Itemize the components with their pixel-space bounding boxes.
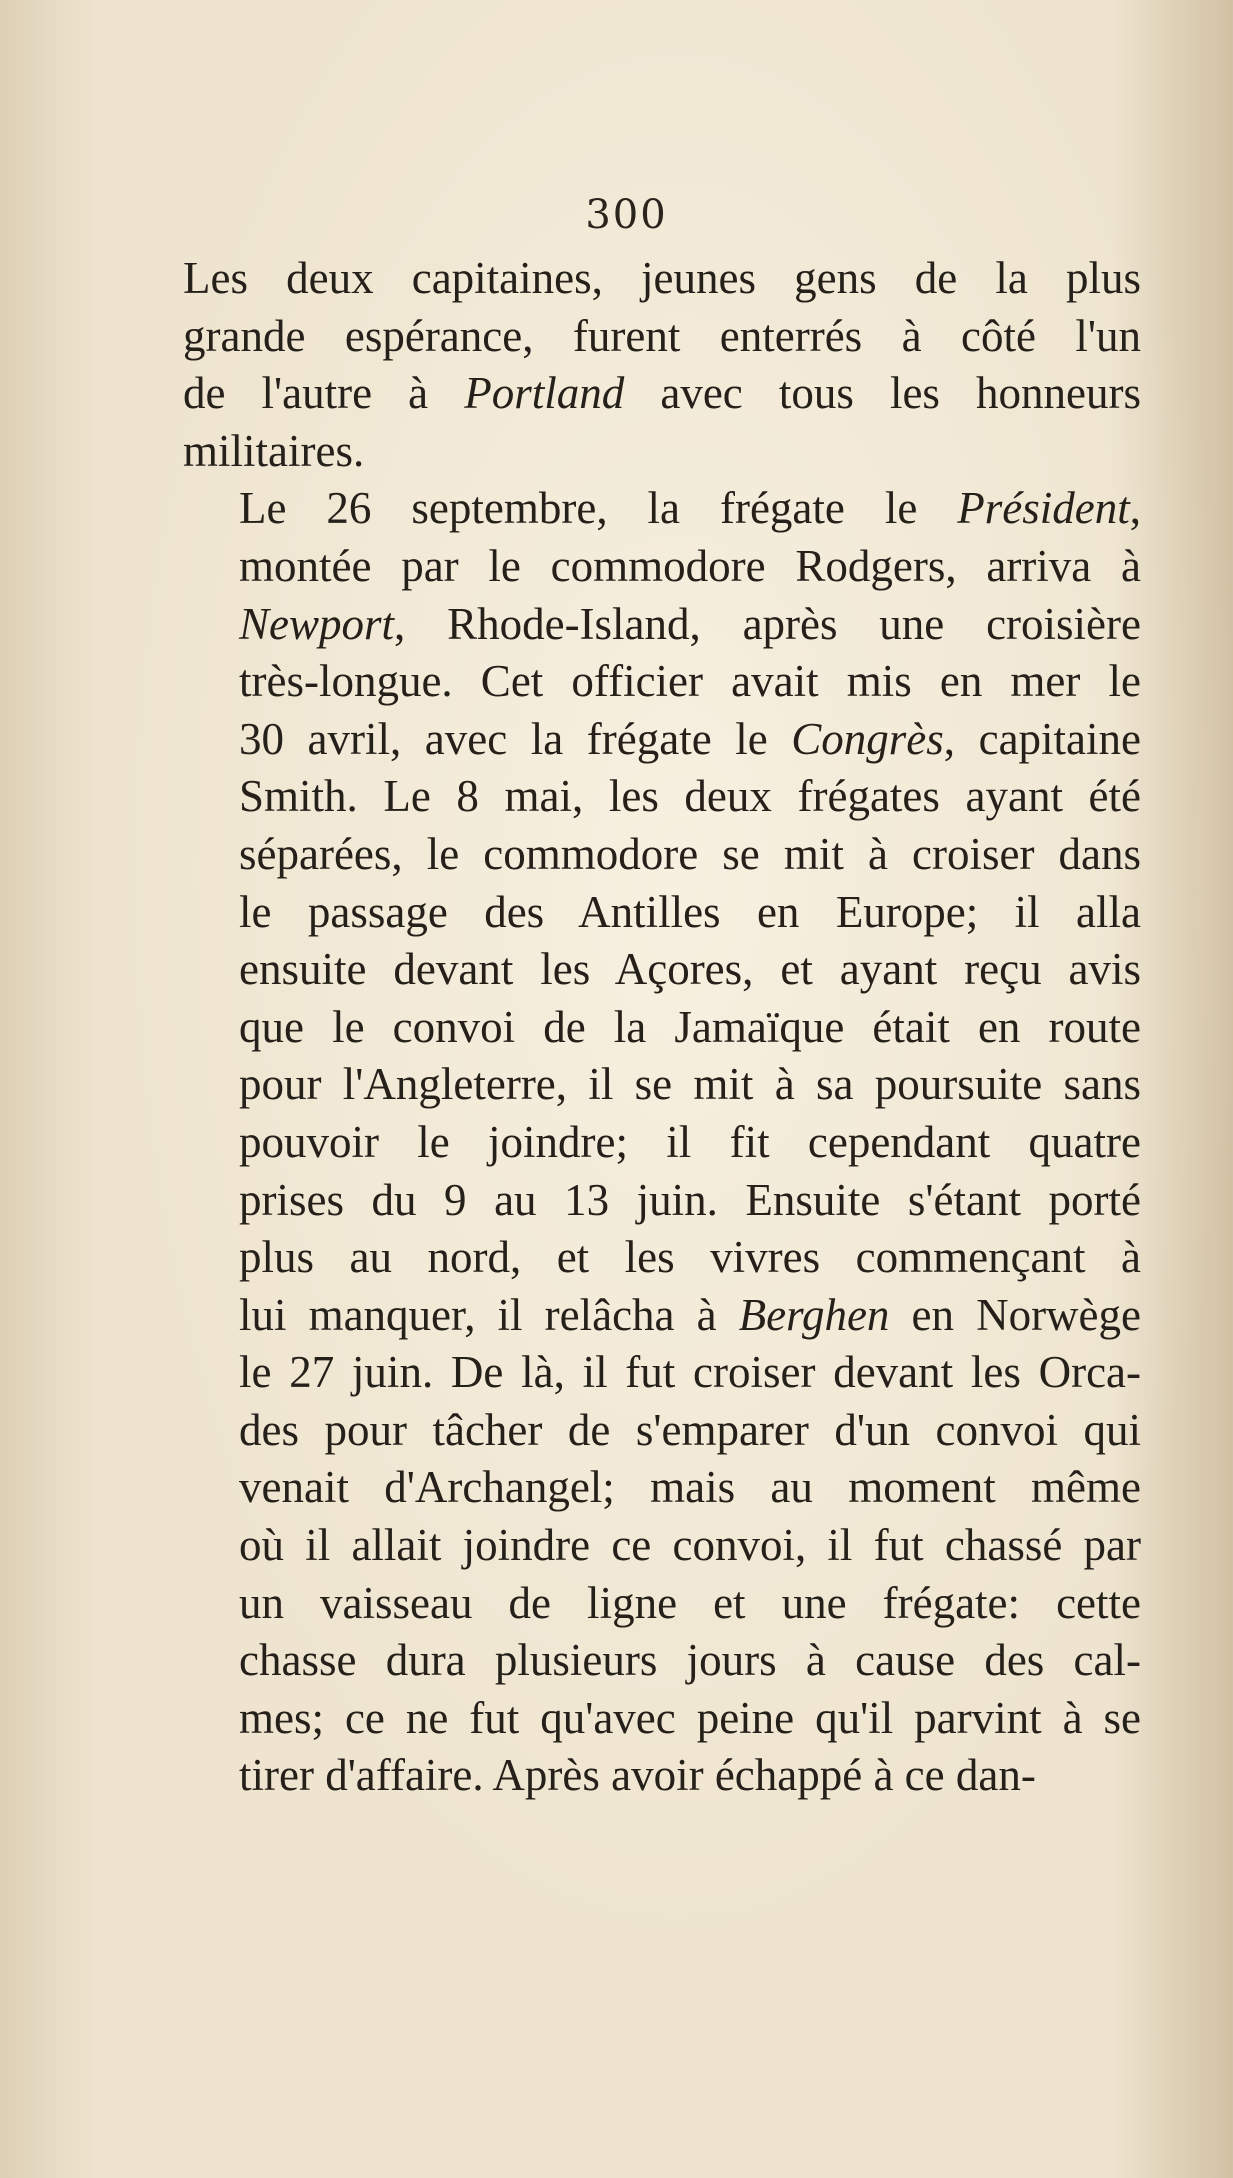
text-line: militaires. [183, 425, 365, 476]
text-line: montée par le commodore Rodgers, arriva à [239, 540, 1141, 591]
paragraph [183, 250, 1141, 480]
text-line: ensuite devant les Açores, et ayant reçu avis [239, 944, 1141, 995]
text-line: venait d'Archangel; mais au moment même [239, 1462, 1141, 1513]
text-line: un vaisseau de ligne et une frégate: cette [239, 1577, 1141, 1628]
page-number: 300 [585, 192, 668, 238]
text-line: le passage des Antilles en Europe; il alla [239, 886, 1141, 937]
text-line: mes; ce ne fut qu'avec peine qu'il parvint à se [239, 1692, 1141, 1743]
text-line: pour l'Angleterre, il se mit à sa poursuite sans [239, 1059, 1141, 1110]
text-line: que le convoi de la Jamaïque était en route [239, 1001, 1141, 1052]
text-line: Le 26 septembre, la frégate le Président, [239, 483, 1141, 534]
text-line: de l'autre à Portland avec tous les honneurs [183, 368, 1141, 419]
text-line: Les deux capitaines, jeunes gens de la plus [183, 253, 1141, 303]
text-line: Smith. Le 8 mai, les deux frégates ayant été [239, 771, 1141, 822]
text-line: prises du 9 au 13 juin. Ensuite s'étant porté [239, 1174, 1141, 1225]
text-line: grande espérance, furent enterrés à côté l'un [183, 310, 1141, 361]
text-line: tirer d'affaire. Après avoir échappé à ce dan- [239, 1750, 1036, 1801]
text-line: pouvoir le joindre; il fit cependant quatre [239, 1116, 1141, 1167]
text-line: lui manquer, il relâcha à Berghen en Norwège [239, 1289, 1141, 1340]
text-line: 30 avril, avec la frégate le Congrès, capitaine [239, 713, 1141, 764]
text-line: séparées, le commodore se mit à croiser dans [239, 828, 1141, 879]
body-text [183, 250, 1141, 1805]
paragraph [183, 480, 1141, 1805]
text-line: chasse dura plusieurs jours à cause des cal- [239, 1635, 1141, 1686]
text-line: plus au nord, et les vivres commençant à [239, 1232, 1141, 1283]
text-line: le 27 juin. De là, il fut croiser devant les Orca- [239, 1347, 1141, 1398]
text-line: très-longue. Cet officier avait mis en mer le [239, 656, 1141, 707]
text-line: des pour tâcher de s'emparer d'un convoi qui [239, 1404, 1141, 1455]
text-line: où il allait joindre ce convoi, il fut chassé par [239, 1520, 1141, 1571]
text-line: Newport, Rhode-Island, après une croisière [239, 598, 1141, 649]
